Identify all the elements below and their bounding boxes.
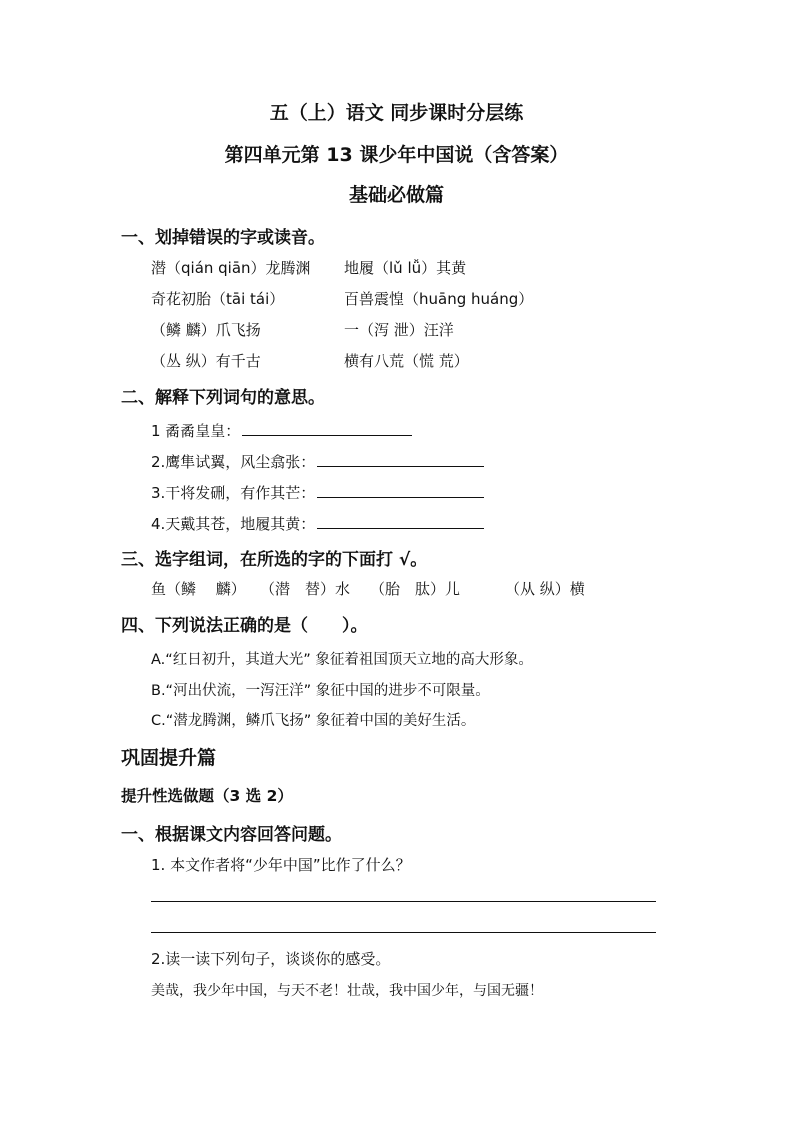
char-item: 横有八荒（慌 荒） xyxy=(344,352,469,370)
section-title-advanced: 巩固提升篇 xyxy=(121,747,217,769)
pinyin-item: 百兽震惶（huāng huáng） xyxy=(344,290,534,308)
word-choice-item: （潜 替）水 xyxy=(260,580,351,598)
section-3-heading: 三、选字组词，在所选的字的下面打 √。 xyxy=(121,550,428,570)
definition-item xyxy=(151,513,484,534)
answer-line[interactable] xyxy=(151,901,656,902)
definition-item xyxy=(151,420,412,441)
question-2: 2.读一读下列句子，谈谈你的感受。 xyxy=(151,950,391,968)
definition-item xyxy=(151,482,484,503)
word-choice-item: 鱼（鳞 麟） xyxy=(151,580,246,598)
lesson-title: 第四单元第 13 课少年中国说（含答案） xyxy=(224,144,569,166)
choice-option-a: A.“红日初升，其道大光” 象征着祖国顶天立地的高大形象。 xyxy=(151,652,533,668)
choice-option-b: B.“河出伏流，一泻汪洋” 象征中国的进步不可限量。 xyxy=(151,683,490,699)
page-title: 五（上）语文 同步课时分层练 xyxy=(269,102,524,124)
question-1: 1. 本文作者将“少年中国”比作了什么？ xyxy=(151,856,411,874)
char-item: （鳞 麟）爪飞扬 xyxy=(151,321,261,339)
pinyin-item: 潜（qián qiān）龙腾渊 xyxy=(151,259,311,277)
section-title-basic: 基础必做篇 xyxy=(348,184,444,206)
definition-item xyxy=(151,451,484,472)
optional-subheading: 提升性选做题（3 选 2） xyxy=(121,787,293,805)
char-item: 一（泻 泄）汪洋 xyxy=(344,321,454,339)
definition-prompt: 1 矞矞皇皇： xyxy=(151,422,241,440)
section-1-heading: 一、划掉错误的字或读音。 xyxy=(121,228,325,248)
part2-section-1-heading: 一、根据课文内容回答问题。 xyxy=(121,825,342,845)
choice-option-c: C.“潜龙腾渊，鳞爪飞扬” 象征着中国的美好生活。 xyxy=(151,713,476,729)
pinyin-item: 地履（lǔ lǚ）其黄 xyxy=(344,259,467,277)
answer-blank[interactable] xyxy=(317,453,484,467)
definition-prompt: 3.干将发硎，有作其芒： xyxy=(151,484,316,502)
section-2-heading: 二、解释下列词句的意思。 xyxy=(121,388,325,408)
section-4-heading: 四、下列说法正确的是（ ）。 xyxy=(121,616,368,636)
answer-blank[interactable] xyxy=(242,422,412,436)
word-choice-item: （胎 肽）儿 xyxy=(370,580,461,598)
pinyin-item: 奇花初胎（tāi tái） xyxy=(151,290,285,308)
answer-blank[interactable] xyxy=(317,484,484,498)
answer-blank[interactable] xyxy=(317,515,484,529)
word-choice-item: （从 纵）横 xyxy=(505,580,585,598)
definition-prompt: 2.鹰隼试翼，风尘翕张： xyxy=(151,453,316,471)
quote-text: 美哉，我少年中国，与天不老！壮哉，我中国少年，与国无疆！ xyxy=(151,983,543,999)
definition-prompt: 4.天戴其苍，地履其黄： xyxy=(151,515,316,533)
answer-line[interactable] xyxy=(151,932,656,933)
char-item: （丛 纵）有千古 xyxy=(151,352,261,370)
